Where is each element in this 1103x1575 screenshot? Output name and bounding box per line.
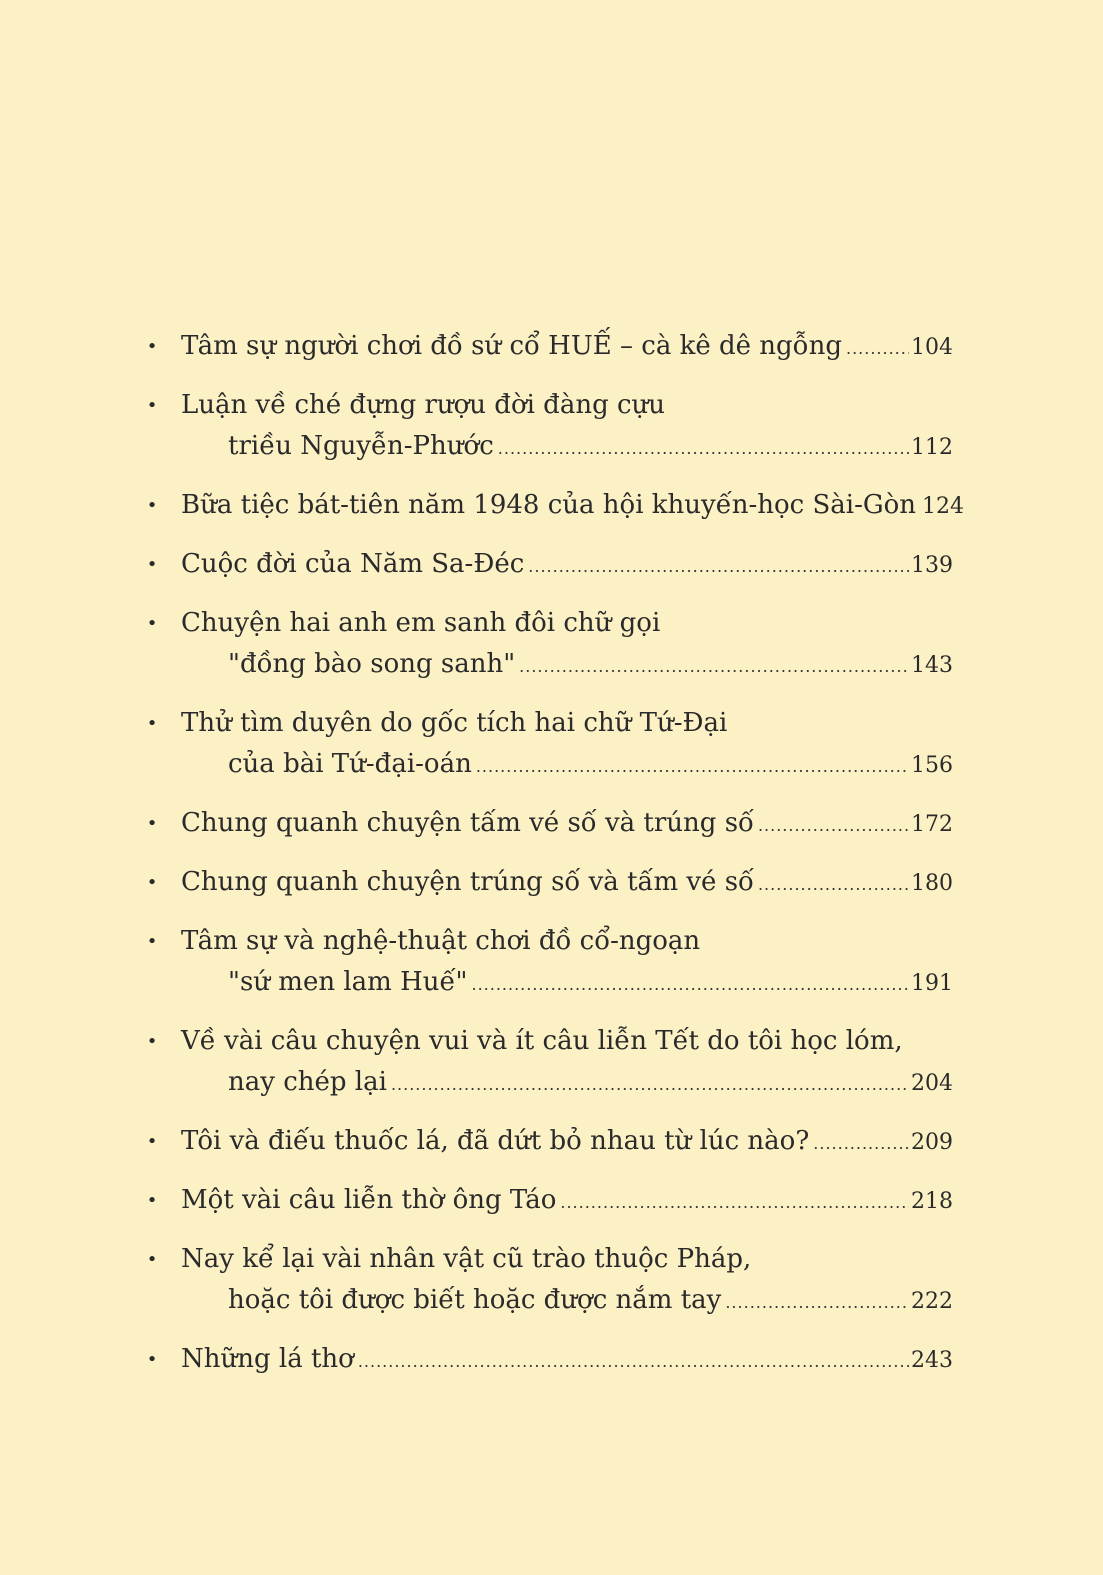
toc-entry[interactable] bbox=[145, 1121, 953, 1164]
toc-entry-title: Về vài câu chuyện vui và ít câu liễn Tết do tôi học lóm, bbox=[181, 1026, 903, 1056]
toc-entry-title-cont: hoặc tôi được biết hoặc được nắm tay bbox=[228, 1285, 722, 1315]
toc-entry[interactable] bbox=[145, 921, 953, 1005]
toc-entry-title-cont: "sứ men lam Huế" bbox=[228, 967, 468, 997]
toc-entry-title: Những lá thơ bbox=[181, 1344, 354, 1374]
toc-entry-page: 112 bbox=[911, 435, 953, 460]
toc-entry-page: 180 bbox=[911, 871, 953, 896]
bullet-icon: • bbox=[146, 336, 158, 357]
dot-leader bbox=[528, 546, 909, 587]
bullet-icon: • bbox=[146, 554, 158, 575]
toc-entry-page: 143 bbox=[911, 653, 953, 678]
toc-entry[interactable] bbox=[145, 1180, 953, 1223]
bullet-icon: • bbox=[146, 931, 158, 952]
toc-entry[interactable] bbox=[145, 603, 953, 687]
bullet-icon: • bbox=[146, 495, 158, 516]
bullet-icon: • bbox=[146, 1190, 158, 1211]
toc-entry-page: 191 bbox=[911, 971, 953, 996]
toc-entry-page: 218 bbox=[911, 1189, 953, 1214]
toc-entry-title-cont: triều Nguyễn-Phước bbox=[228, 431, 494, 461]
toc-entry-page: 243 bbox=[911, 1348, 953, 1373]
bullet-icon: • bbox=[146, 1131, 158, 1152]
dot-leader bbox=[813, 1123, 909, 1164]
bullet-icon: • bbox=[146, 613, 158, 634]
toc-entry-title: Chuyện hai anh em sanh đôi chữ gọi bbox=[181, 608, 661, 638]
toc-entry-title-cont: nay chép lại bbox=[228, 1067, 387, 1097]
bullet-icon: • bbox=[146, 1349, 158, 1370]
toc-entry-title: Bữa tiệc bát-tiên năm 1948 của hội khuyến-học Sài-Gòn bbox=[181, 490, 917, 520]
toc-entry-title: Thử tìm duyên do gốc tích hai chữ Tứ-Đại bbox=[181, 708, 728, 738]
bullet-icon: • bbox=[146, 872, 158, 893]
toc-entry[interactable] bbox=[145, 485, 965, 528]
toc-entry-title: Chung quanh chuyện tấm vé số và trúng số bbox=[181, 808, 754, 838]
bullet-icon: • bbox=[146, 395, 158, 416]
toc-entry-page: 104 bbox=[911, 335, 953, 360]
toc-entry[interactable] bbox=[145, 862, 953, 905]
dot-leader bbox=[725, 1282, 909, 1323]
toc-entry-page: 156 bbox=[911, 753, 953, 778]
toc-entry-page: 124 bbox=[922, 494, 965, 519]
toc-entry[interactable] bbox=[145, 1239, 953, 1323]
toc-entry[interactable] bbox=[145, 326, 953, 369]
dot-leader bbox=[476, 746, 909, 787]
toc-entry-title: Tâm sự và nghệ-thuật chơi đồ cổ-ngoạn bbox=[181, 926, 701, 956]
toc-entry[interactable] bbox=[145, 1021, 953, 1105]
dot-leader bbox=[391, 1064, 909, 1105]
dot-leader bbox=[560, 1182, 909, 1223]
toc-entry[interactable] bbox=[145, 803, 953, 846]
bullet-icon: • bbox=[146, 713, 158, 734]
toc-entry-title: Nay kể lại vài nhân vật cũ trào thuộc Pháp, bbox=[181, 1244, 752, 1274]
toc-entry[interactable] bbox=[145, 544, 953, 587]
toc-entry-page: 222 bbox=[911, 1289, 953, 1314]
dot-leader bbox=[758, 864, 909, 905]
table-of-contents bbox=[145, 326, 965, 1398]
toc-entry-title: Chung quanh chuyện trúng số và tấm vé số bbox=[181, 867, 754, 897]
toc-entry-title: Cuộc đời của Năm Sa-Đéc bbox=[181, 549, 525, 579]
bullet-icon: • bbox=[146, 1031, 158, 1052]
toc-entry-title: Một vài câu liễn thờ ông Táo bbox=[181, 1185, 557, 1215]
toc-entry-title: Tôi và điếu thuốc lá, đã dứt bỏ nhau từ lúc nào? bbox=[181, 1126, 810, 1156]
toc-entry-title: Luận về ché đựng rượu đời đàng cựu bbox=[181, 390, 666, 420]
toc-entry-page: 172 bbox=[911, 812, 953, 837]
dot-leader bbox=[498, 428, 909, 469]
toc-entry[interactable] bbox=[145, 1339, 953, 1382]
toc-entry-page: 204 bbox=[911, 1071, 953, 1096]
toc-entry-page: 209 bbox=[911, 1130, 953, 1155]
toc-entry-title: Tâm sự người chơi đồ sứ cổ HUẾ – cà kê dê ngỗng bbox=[181, 331, 842, 361]
toc-entry[interactable] bbox=[145, 703, 953, 787]
toc-entry-title-cont: "đồng bào song sanh" bbox=[228, 649, 516, 679]
dot-leader bbox=[846, 328, 909, 369]
dot-leader bbox=[519, 646, 909, 687]
toc-entry[interactable] bbox=[145, 385, 953, 469]
bullet-icon: • bbox=[146, 1249, 158, 1270]
dot-leader bbox=[358, 1341, 909, 1382]
dot-leader bbox=[471, 964, 909, 1005]
dot-leader bbox=[758, 805, 909, 846]
toc-entry-title-cont: của bài Tứ-đại-oán bbox=[228, 749, 472, 779]
toc-entry-page: 139 bbox=[911, 553, 953, 578]
bullet-icon: • bbox=[146, 813, 158, 834]
